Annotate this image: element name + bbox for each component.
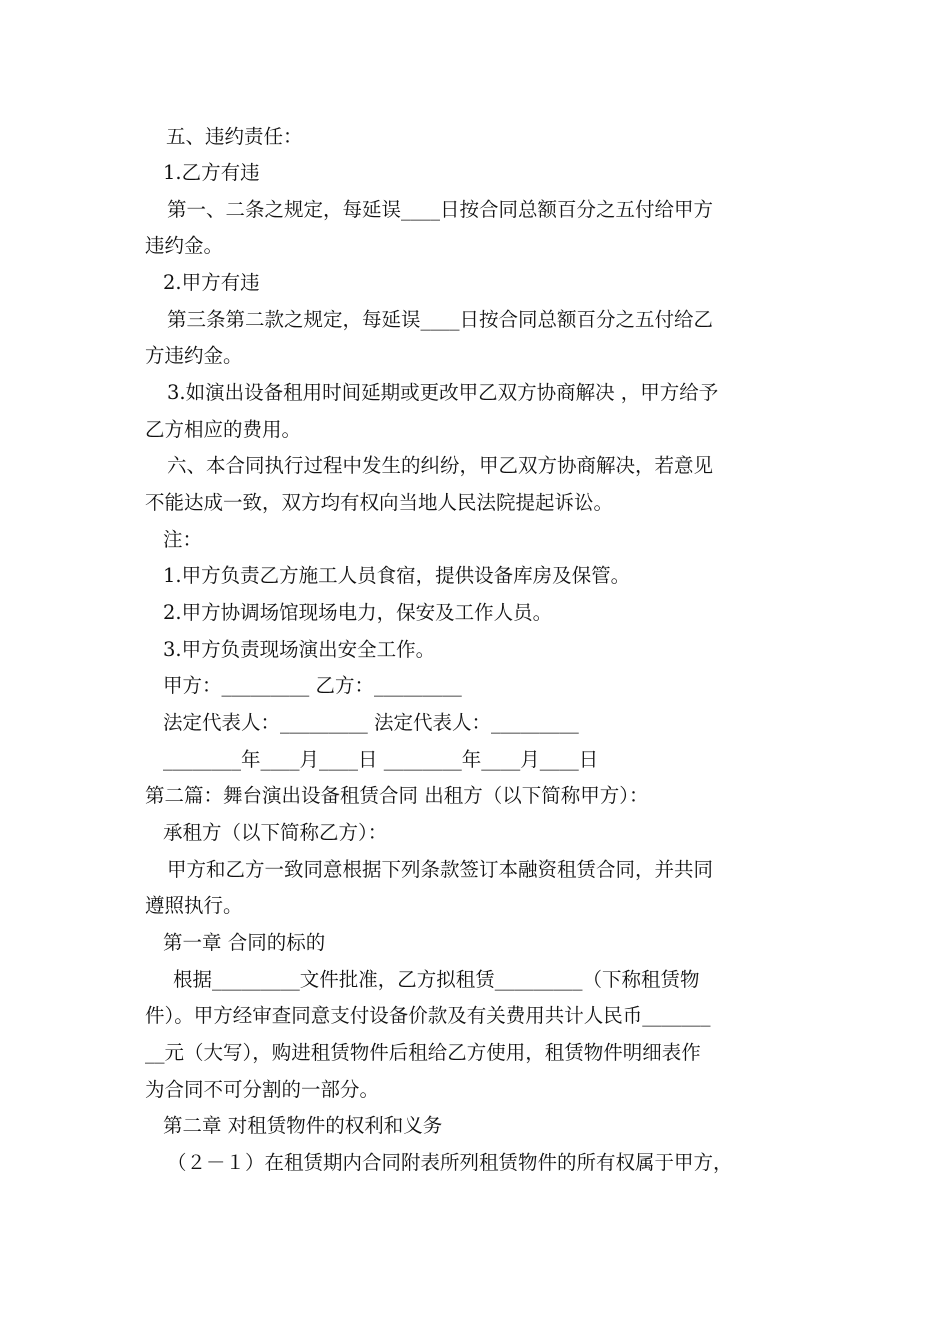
note-item: 2.甲方协调场馆现场电力，保安及工作人员。	[163, 601, 553, 624]
paragraph-line: （２－１）在租赁期内合同附表所列租赁物件的所有权属于甲方，	[167, 1151, 733, 1174]
lessee-line: 承租方（以下简称乙方）：	[163, 821, 388, 844]
section-heading-default-liability: 五、违约责任：	[166, 125, 303, 148]
paragraph-line: 方违约金。	[145, 344, 243, 367]
note-item: 1.甲方负责乙方施工人员食宿，提供设备库房及保管。	[163, 564, 631, 587]
paragraph-line: 根据_________文件批准，乙方拟租赁_________（下称租赁物	[173, 968, 700, 991]
chapter-heading: 第一章 合同的标的	[163, 931, 326, 954]
notes-heading: 注：	[163, 528, 203, 551]
chapter-heading: 第二章 对租赁物件的权利和义务	[163, 1114, 443, 1137]
paragraph-line: 遵照执行。	[145, 894, 243, 917]
paragraph-line: 第三条第二款之规定，每延误____日按合同总额百分之五付给乙	[167, 308, 714, 331]
note-item: 3.甲方负责现场演出安全工作。	[163, 638, 436, 661]
paragraph-line: 不能达成一致，双方均有权向当地人民法院提起诉讼。	[145, 491, 614, 514]
paragraph-line: 违约金。	[145, 234, 224, 257]
paragraph-line: 3.如演出设备租用时间延期或更改甲乙双方协商解决 ，甲方给予	[167, 381, 719, 404]
paragraph-line: 乙方相应的费用。	[145, 418, 302, 441]
clause-party-a-breach: 2.甲方有违	[163, 271, 260, 294]
paragraph-line: 件）。甲方经审查同意支付设备价款及有关费用共计人民币_______	[145, 1004, 711, 1027]
paragraph-line: 第一、二条之规定，每延误____日按合同总额百分之五付给甲方	[167, 198, 714, 221]
signature-dates-line: ________年____月____日 ________年____月____日	[163, 748, 599, 771]
signature-representatives-line: 法定代表人：_________ 法定代表人：_________	[163, 711, 579, 734]
clause-party-b-breach: 1.乙方有违	[163, 161, 260, 184]
signature-parties-line: 甲方：_________ 乙方：_________	[163, 674, 462, 697]
paragraph-line: __元（大写），购进租赁物件后租给乙方使用，租赁物件明细表作	[145, 1041, 701, 1064]
paragraph-line: 为合同不可分割的一部分。	[145, 1078, 380, 1101]
paragraph-line: 甲方和乙方一致同意根据下列条款签订本融资租赁合同，并共同	[167, 858, 714, 881]
second-contract-title: 第二篇：舞台演出设备租赁合同 出租方（以下简称甲方）：	[145, 784, 649, 807]
section-heading-disputes: 六、本合同执行过程中发生的纠纷，甲乙双方协商解决，若意见	[167, 454, 714, 477]
